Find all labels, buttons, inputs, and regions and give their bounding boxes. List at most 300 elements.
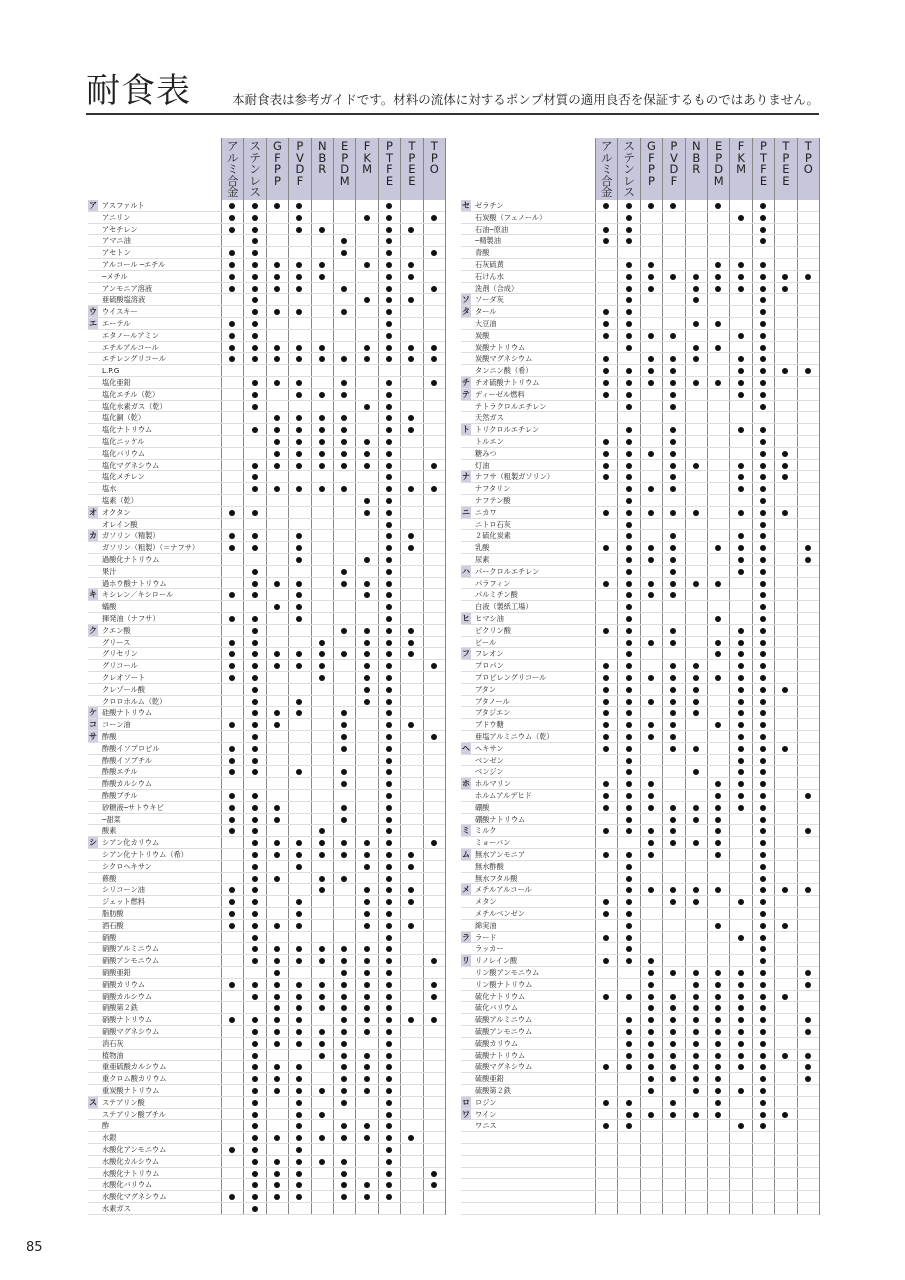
fluid-name: 塩化亜鉛	[102, 378, 131, 387]
compatible-dot	[738, 746, 744, 752]
compatible-dot	[386, 439, 392, 445]
compatible-dot	[364, 356, 370, 362]
compatible-dot	[760, 923, 766, 929]
index-kana	[88, 247, 98, 258]
index-kana	[88, 802, 98, 813]
fluid-name: ナフテン酸	[475, 496, 511, 505]
compatible-dot	[319, 1029, 325, 1035]
compatible-dot	[603, 451, 609, 457]
fluid-name: 硝酸アルミニウム	[102, 944, 160, 954]
fluid-name: グリース	[102, 637, 131, 647]
compatible-dot	[296, 345, 302, 351]
compatible-dot	[274, 286, 280, 292]
compatible-dot	[626, 640, 632, 646]
index-kana	[461, 920, 471, 931]
index-kana	[461, 755, 471, 766]
fluid-name: ステアリン酸	[102, 1097, 145, 1107]
compatible-dot	[364, 663, 370, 669]
compatible-dot	[386, 628, 392, 634]
compatible-dot	[626, 746, 632, 752]
compatible-dot	[715, 1100, 721, 1106]
compatible-dot	[252, 699, 258, 705]
compatible-dot	[626, 297, 632, 303]
compatible-dot	[626, 852, 632, 858]
compatible-dot	[386, 569, 392, 575]
compatible-dot	[296, 227, 302, 233]
index-kana	[461, 601, 471, 612]
fluid-name: 水酸化ナトリウム	[102, 1168, 160, 1178]
fluid-name: 塩化エチル（乾）	[102, 389, 160, 399]
compatible-dot	[626, 663, 632, 669]
compatible-dot	[760, 793, 766, 799]
fluid-name: ─精製油	[475, 236, 501, 246]
index-kana: ウ	[89, 307, 97, 317]
compatible-dot	[626, 1064, 632, 1070]
fluid-name: 塩素（乾）	[102, 496, 138, 505]
compatible-dot	[252, 309, 258, 315]
compatible-dot	[274, 817, 280, 823]
compatible-dot	[431, 345, 437, 351]
compatible-dot	[274, 451, 280, 457]
index-kana	[461, 247, 471, 258]
compatible-dot	[364, 1076, 370, 1082]
column-header: ア ル ミ 合 金	[221, 138, 243, 200]
compatible-dot	[626, 828, 632, 834]
compatible-dot	[626, 899, 632, 905]
index-kana	[88, 1132, 98, 1143]
compatible-dot	[252, 569, 258, 575]
fluid-name: 硫酸カリウム	[475, 1038, 519, 1048]
index-kana: ム	[462, 850, 470, 859]
compatible-dot	[386, 864, 392, 870]
index-kana	[461, 235, 471, 246]
compatible-dot	[364, 1194, 370, 1200]
table-row	[461, 1156, 819, 1168]
compatible-dot	[274, 852, 280, 858]
compatible-dot	[252, 758, 258, 764]
compatible-dot	[408, 640, 414, 646]
fluid-name: L.P.G	[102, 366, 120, 376]
index-kana: チ	[462, 378, 470, 387]
compatible-dot	[626, 439, 632, 445]
compatible-dot	[274, 380, 280, 386]
compatible-dot	[252, 769, 258, 775]
compatible-dot	[364, 923, 370, 929]
index-kana: ク	[89, 625, 97, 635]
compatible-dot	[341, 994, 347, 1000]
index-kana	[461, 353, 471, 364]
compatible-dot	[252, 651, 258, 657]
compatible-dot	[626, 958, 632, 964]
compatible-dot	[805, 274, 811, 280]
compatible-dot	[252, 1182, 258, 1188]
fluid-name: グリセリン	[102, 649, 138, 659]
compatible-dot	[760, 392, 766, 398]
index-kana	[461, 530, 471, 541]
fluid-name: コーン油	[102, 720, 131, 730]
compatible-dot	[274, 262, 280, 268]
compatible-dot	[738, 722, 744, 728]
index-kana	[88, 1002, 98, 1013]
compatible-dot	[738, 651, 744, 657]
compatible-dot	[252, 864, 258, 870]
fluid-name: 硝酸	[102, 932, 117, 942]
compatible-dot	[364, 852, 370, 858]
index-kana	[461, 483, 471, 494]
index-kana	[461, 943, 471, 954]
index-kana	[461, 342, 471, 353]
compatible-dot	[626, 628, 632, 634]
fluid-name: アマニ油	[102, 236, 131, 246]
table-row	[461, 1191, 819, 1203]
compatible-dot	[364, 1029, 370, 1035]
fluid-name: 硝酸マグネシウム	[102, 1027, 160, 1036]
compatible-dot	[296, 581, 302, 587]
compatible-dot	[693, 663, 699, 669]
compatible-dot	[364, 994, 370, 1000]
compatible-dot	[760, 758, 766, 764]
compatible-dot	[603, 392, 609, 398]
fluid-name: プロピレングリコール	[475, 673, 547, 682]
compatible-dot	[760, 1088, 766, 1094]
fluid-name: アルコール ─エチル	[102, 260, 166, 269]
compatible-dot	[386, 286, 392, 292]
compatible-dot	[648, 734, 654, 740]
compatible-dot	[670, 404, 676, 410]
compatible-dot	[760, 687, 766, 693]
compatible-dot	[760, 215, 766, 221]
index-kana	[461, 1085, 471, 1096]
compatible-dot	[648, 994, 654, 1000]
compatible-dot	[252, 911, 258, 917]
compatible-dot	[431, 1171, 437, 1177]
column-header: T P E E	[400, 138, 422, 200]
index-kana	[88, 908, 98, 919]
compatible-dot	[386, 463, 392, 469]
index-kana	[88, 224, 98, 235]
index-kana	[88, 342, 98, 353]
compatible-dot	[319, 982, 325, 988]
compatible-dot	[229, 758, 235, 764]
fluid-name: 硼酸ナトリウム	[475, 814, 526, 824]
compatible-dot	[252, 227, 258, 233]
compatible-dot	[431, 994, 437, 1000]
compatible-dot	[229, 274, 235, 280]
compatible-dot	[252, 486, 258, 492]
compatible-dot	[626, 769, 632, 775]
compatible-dot	[386, 935, 392, 941]
compatible-dot	[782, 1053, 788, 1059]
compatible-dot	[715, 274, 721, 280]
compatible-dot	[760, 439, 766, 445]
compatible-dot	[648, 581, 654, 587]
index-kana	[88, 766, 98, 777]
compatible-dot	[386, 793, 392, 799]
compatible-dot	[364, 451, 370, 457]
compatible-dot	[670, 581, 676, 587]
compatible-dot	[296, 699, 302, 705]
compatible-dot	[252, 297, 258, 303]
compatible-dot	[626, 876, 632, 882]
index-kana: シ	[89, 838, 97, 848]
index-kana	[88, 235, 98, 246]
fluid-name: 硫酸アンモニウム	[475, 1027, 533, 1036]
fluid-name: 洗剤（合成）	[475, 283, 519, 293]
fluid-name: 酢酸エチル	[102, 767, 138, 777]
fluid-name: ロジン	[475, 1097, 497, 1107]
fluid-name: ワニス	[475, 1121, 497, 1131]
index-kana	[461, 542, 471, 553]
index-kana	[461, 719, 471, 730]
index-kana	[461, 861, 471, 872]
compatible-dot	[693, 286, 699, 292]
column-header: F K M	[729, 138, 751, 200]
compatible-dot	[319, 463, 325, 469]
compatible-dot	[738, 286, 744, 292]
compatible-dot	[386, 227, 392, 233]
index-kana	[88, 743, 98, 754]
fluid-name: ウイスキー	[102, 307, 138, 317]
fluid-name: 硫酸第２鉄	[475, 1086, 511, 1095]
fluid-name: エタノールアミン	[102, 330, 159, 340]
fluid-name: 塩化バリウム	[102, 448, 146, 458]
compatible-dot	[274, 1171, 280, 1177]
index-kana: ヘ	[462, 743, 470, 753]
compatible-dot	[760, 864, 766, 870]
compatible-dot	[386, 215, 392, 221]
compatible-dot	[319, 439, 325, 445]
column-header: P V D F	[662, 138, 684, 200]
compatible-dot	[364, 699, 370, 705]
compatible-dot	[626, 486, 632, 492]
compatible-dot	[626, 345, 632, 351]
compatible-dot	[760, 628, 766, 634]
compatible-dot	[274, 345, 280, 351]
compatible-dot	[693, 1088, 699, 1094]
compatible-dot	[408, 345, 414, 351]
fluid-name: パラフィン	[475, 578, 511, 588]
fluid-name: 脂肪酸	[102, 909, 124, 918]
fluid-name: ミルク	[475, 826, 497, 836]
compatible-dot	[252, 734, 258, 740]
fluid-name: 炭酸	[475, 330, 490, 340]
fluid-name: 尿素	[475, 555, 490, 564]
fluid-name: アスファルト	[102, 201, 145, 210]
compatible-dot	[738, 734, 744, 740]
compatible-dot	[319, 451, 325, 457]
compatible-dot	[341, 1053, 347, 1059]
index-kana	[461, 460, 471, 471]
page-title: 耐食表	[86, 71, 191, 111]
compatible-dot	[715, 345, 721, 351]
fluid-name: エーテル	[102, 319, 131, 328]
compatible-dot	[738, 675, 744, 681]
compatible-dot	[252, 345, 258, 351]
index-kana	[88, 448, 98, 459]
index-kana	[88, 696, 98, 707]
compatible-dot	[252, 215, 258, 221]
compatible-dot	[252, 1041, 258, 1047]
compatible-dot	[760, 616, 766, 622]
compatible-dot	[626, 463, 632, 469]
index-kana: ト	[462, 425, 470, 435]
fluid-name: 水酸化アンモニウム	[102, 1145, 167, 1154]
fluid-name: 乳酸	[475, 543, 490, 553]
index-kana: ア	[89, 201, 97, 210]
index-kana: ロ	[462, 1097, 470, 1107]
compatible-dot	[648, 510, 654, 516]
compatible-dot	[648, 982, 654, 988]
index-kana	[88, 1050, 98, 1061]
index-kana	[88, 1014, 98, 1025]
compatible-dot	[252, 899, 258, 905]
fluid-name: 蓚酸	[102, 873, 117, 883]
index-kana	[88, 578, 98, 589]
index-kana	[88, 1038, 98, 1049]
fluid-name: オレイン酸	[102, 519, 138, 529]
compatible-dot	[252, 675, 258, 681]
compatible-dot	[431, 958, 437, 964]
index-kana	[461, 672, 471, 683]
fluid-name: 重亜硫酸カルシウム	[102, 1062, 167, 1072]
compatible-dot	[341, 392, 347, 398]
compatible-dot	[252, 533, 258, 539]
fluid-name: 過ホウ酸ナトリウム	[102, 578, 167, 588]
compatible-dot	[715, 805, 721, 811]
index-kana	[461, 330, 471, 341]
fluid-name: パルミチン酸	[475, 590, 518, 600]
compatible-dot	[805, 368, 811, 374]
compatible-dot	[603, 628, 609, 634]
compatible-dot	[252, 238, 258, 244]
compatible-dot	[386, 746, 392, 752]
fluid-name: 炭酸ナトリウム	[475, 342, 526, 352]
compatible-dot	[229, 805, 235, 811]
disclaimer-text: 本耐食表は参考ガイドです。材料の流体に対するポンプ材質の適用良否を保証するものではありません。	[232, 92, 819, 107]
fluid-name: 硫化バリウム	[475, 1003, 519, 1013]
compatible-dot	[252, 793, 258, 799]
compatible-dot	[760, 1112, 766, 1118]
compatible-dot	[626, 805, 632, 811]
compatible-dot	[252, 923, 258, 929]
fluid-name: 揮発油（ナフサ）	[102, 614, 160, 623]
fluid-name: ２硫化炭素	[475, 531, 511, 541]
compatible-dot	[805, 557, 811, 563]
compatible-dot	[252, 286, 258, 292]
index-kana	[88, 377, 98, 388]
compatible-dot	[715, 1053, 721, 1059]
compatible-dot	[760, 569, 766, 575]
compatible-dot	[252, 946, 258, 952]
compatible-dot	[252, 828, 258, 834]
fluid-name: 水素ガス	[102, 1204, 131, 1213]
table-row	[88, 365, 445, 377]
compatible-dot	[626, 935, 632, 941]
compatible-dot	[341, 876, 347, 882]
fluid-name: 硫酸マグネシウム	[475, 1062, 533, 1072]
index-kana	[88, 932, 98, 943]
compatible-dot	[252, 321, 258, 327]
compatible-dot	[648, 675, 654, 681]
index-kana	[461, 991, 471, 1002]
compatible-dot	[386, 557, 392, 563]
index-kana: リ	[462, 956, 470, 966]
compatible-dot	[274, 1159, 280, 1165]
compatible-dot	[738, 463, 744, 469]
compatible-dot	[670, 1053, 676, 1059]
fluid-name: リン酸ナトリウム	[475, 979, 533, 989]
index-kana	[88, 920, 98, 931]
compatible-dot	[252, 817, 258, 823]
compatible-dot	[693, 699, 699, 705]
fluid-name: シアン化ナトリウム（希）	[102, 850, 188, 859]
fluid-name: ニカワ	[475, 507, 497, 517]
compatible-dot	[626, 1100, 632, 1106]
table-row	[461, 1132, 819, 1144]
fluid-name: 糖みつ	[475, 448, 497, 458]
index-kana: ヒ	[462, 614, 470, 623]
compatible-dot	[319, 345, 325, 351]
index-kana	[88, 471, 98, 482]
index-kana	[88, 979, 98, 990]
compatible-dot	[229, 345, 235, 351]
compatible-dot	[319, 262, 325, 268]
index-kana	[461, 365, 471, 376]
compatible-dot	[626, 404, 632, 410]
index-kana	[88, 755, 98, 766]
compatible-dot	[738, 274, 744, 280]
compatible-dot	[364, 651, 370, 657]
compatible-dot	[229, 923, 235, 929]
fluid-name: 硝酸カルシウム	[102, 991, 153, 1001]
fluid-name: オクタン	[102, 507, 131, 517]
index-kana	[88, 684, 98, 695]
compatible-dot	[252, 1088, 258, 1094]
compatible-dot	[364, 1135, 370, 1141]
index-kana	[461, 1014, 471, 1025]
compatible-dot	[626, 569, 632, 575]
fluid-name: 過酸化ナトリウム	[102, 555, 160, 564]
index-kana	[461, 448, 471, 459]
compatible-dot	[738, 215, 744, 221]
compatible-dot	[364, 911, 370, 917]
compatible-dot	[364, 982, 370, 988]
compatible-dot	[603, 805, 609, 811]
compatible-dot	[252, 262, 258, 268]
compatible-dot	[760, 262, 766, 268]
compatible-dot	[626, 758, 632, 764]
compatible-dot	[760, 557, 766, 563]
compatible-dot	[364, 297, 370, 303]
compatible-dot	[386, 852, 392, 858]
compatible-dot	[626, 427, 632, 433]
index-kana: キ	[89, 590, 97, 600]
compatible-dot	[229, 982, 235, 988]
index-kana	[461, 589, 471, 600]
compatible-dot	[626, 911, 632, 917]
compatible-dot	[648, 380, 654, 386]
compatible-dot	[386, 581, 392, 587]
index-kana	[461, 660, 471, 671]
fluid-name: 塩水	[102, 484, 117, 494]
compatible-dot	[626, 864, 632, 870]
compatible-dot	[670, 640, 676, 646]
fluid-name: 綿実油	[475, 920, 497, 930]
compatible-dot	[626, 309, 632, 315]
index-kana	[88, 601, 98, 612]
fluid-name: 硼酸	[475, 802, 490, 812]
fluid-name: 水酸化カルシウム	[102, 1156, 160, 1166]
